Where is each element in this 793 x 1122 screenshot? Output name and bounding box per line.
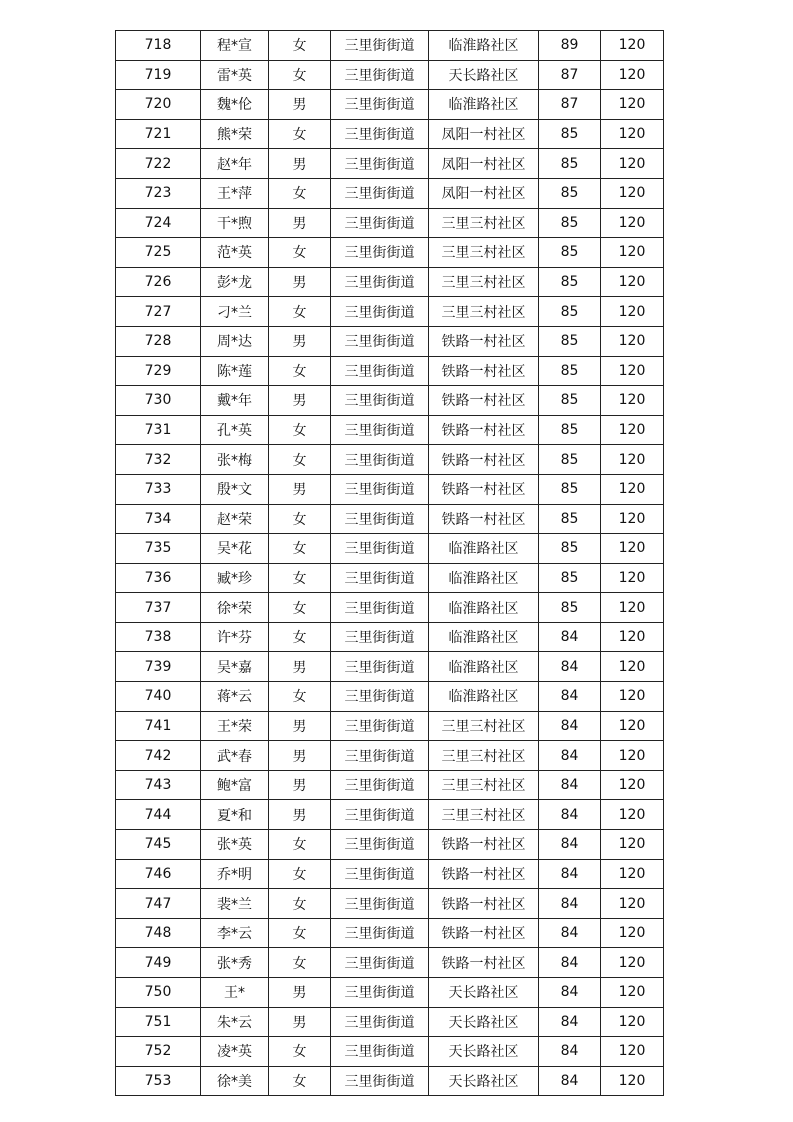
cell-amount: 120: [601, 267, 664, 297]
cell-community: 铁路一村社区: [429, 859, 539, 889]
cell-amount: 120: [601, 978, 664, 1008]
cell-gender: 女: [269, 31, 331, 61]
cell-street: 三里街街道: [331, 1066, 429, 1096]
cell-age: 84: [539, 859, 601, 889]
cell-name: 朱*云: [201, 1007, 269, 1037]
cell-name: 凌*英: [201, 1037, 269, 1067]
cell-age: 85: [539, 474, 601, 504]
cell-gender: 男: [269, 770, 331, 800]
cell-name: 鲍*富: [201, 770, 269, 800]
cell-community: 三里三村社区: [429, 741, 539, 771]
cell-gender: 男: [269, 1007, 331, 1037]
table-row: [116, 978, 664, 1008]
cell-age: 84: [539, 830, 601, 860]
cell-street: 三里街街道: [331, 60, 429, 90]
cell-amount: 120: [601, 859, 664, 889]
table-row: [116, 859, 664, 889]
cell-name: 魏*伦: [201, 90, 269, 120]
cell-amount: 120: [601, 563, 664, 593]
cell-row-number: 723: [116, 178, 201, 208]
cell-community: 天长路社区: [429, 978, 539, 1008]
cell-gender: 男: [269, 474, 331, 504]
cell-community: 铁路一村社区: [429, 326, 539, 356]
table-row: [116, 948, 664, 978]
table-row: [116, 652, 664, 682]
cell-name: 乔*明: [201, 859, 269, 889]
cell-amount: 120: [601, 60, 664, 90]
cell-gender: 男: [269, 711, 331, 741]
cell-street: 三里街街道: [331, 563, 429, 593]
table-row: [116, 1066, 664, 1096]
cell-gender: 女: [269, 948, 331, 978]
cell-gender: 男: [269, 90, 331, 120]
cell-row-number: 752: [116, 1037, 201, 1067]
cell-age: 84: [539, 741, 601, 771]
cell-age: 85: [539, 267, 601, 297]
table-row: [116, 90, 664, 120]
cell-amount: 120: [601, 1007, 664, 1037]
cell-amount: 120: [601, 889, 664, 919]
cell-age: 84: [539, 711, 601, 741]
cell-age: 85: [539, 445, 601, 475]
cell-community: 铁路一村社区: [429, 386, 539, 416]
cell-amount: 120: [601, 297, 664, 327]
cell-gender: 男: [269, 741, 331, 771]
table-row: [116, 149, 664, 179]
cell-community: 天长路社区: [429, 60, 539, 90]
cell-row-number: 721: [116, 119, 201, 149]
cell-age: 85: [539, 356, 601, 386]
cell-age: 84: [539, 918, 601, 948]
cell-name: 张*梅: [201, 445, 269, 475]
cell-row-number: 737: [116, 593, 201, 623]
cell-community: 铁路一村社区: [429, 504, 539, 534]
cell-amount: 120: [601, 800, 664, 830]
cell-gender: 男: [269, 386, 331, 416]
cell-gender: 男: [269, 978, 331, 1008]
cell-age: 84: [539, 1037, 601, 1067]
cell-amount: 120: [601, 1066, 664, 1096]
cell-row-number: 751: [116, 1007, 201, 1037]
table-row: [116, 504, 664, 534]
cell-gender: 女: [269, 1066, 331, 1096]
table-row: [116, 386, 664, 416]
cell-row-number: 744: [116, 800, 201, 830]
cell-street: 三里街街道: [331, 149, 429, 179]
cell-street: 三里街街道: [331, 356, 429, 386]
cell-community: 铁路一村社区: [429, 948, 539, 978]
cell-street: 三里街街道: [331, 31, 429, 61]
table-row: [116, 31, 664, 61]
table-row: [116, 445, 664, 475]
cell-community: 三里三村社区: [429, 770, 539, 800]
cell-street: 三里街街道: [331, 859, 429, 889]
cell-community: 三里三村社区: [429, 238, 539, 268]
cell-amount: 120: [601, 652, 664, 682]
cell-community: 临淮路社区: [429, 31, 539, 61]
cell-community: 临淮路社区: [429, 593, 539, 623]
cell-name: 雷*英: [201, 60, 269, 90]
table-body: [116, 31, 664, 1096]
cell-street: 三里街街道: [331, 948, 429, 978]
cell-street: 三里街街道: [331, 978, 429, 1008]
cell-name: 范*英: [201, 238, 269, 268]
cell-row-number: 734: [116, 504, 201, 534]
cell-name: 程*宣: [201, 31, 269, 61]
table-row: [116, 267, 664, 297]
cell-community: 凤阳一村社区: [429, 178, 539, 208]
cell-row-number: 727: [116, 297, 201, 327]
cell-row-number: 728: [116, 326, 201, 356]
cell-name: 吴*嘉: [201, 652, 269, 682]
cell-row-number: 725: [116, 238, 201, 268]
cell-street: 三里街街道: [331, 267, 429, 297]
cell-name: 孔*英: [201, 415, 269, 445]
cell-gender: 女: [269, 1037, 331, 1067]
cell-amount: 120: [601, 711, 664, 741]
cell-name: 李*云: [201, 918, 269, 948]
cell-row-number: 726: [116, 267, 201, 297]
cell-name: 裴*兰: [201, 889, 269, 919]
cell-name: 徐*美: [201, 1066, 269, 1096]
cell-gender: 女: [269, 178, 331, 208]
cell-name: 徐*荣: [201, 593, 269, 623]
cell-row-number: 722: [116, 149, 201, 179]
cell-row-number: 736: [116, 563, 201, 593]
table-row: [116, 60, 664, 90]
table-row: [116, 1007, 664, 1037]
cell-name: 蒋*云: [201, 682, 269, 712]
cell-gender: 女: [269, 297, 331, 327]
cell-gender: 女: [269, 415, 331, 445]
cell-name: 张*秀: [201, 948, 269, 978]
cell-gender: 男: [269, 326, 331, 356]
cell-street: 三里街街道: [331, 445, 429, 475]
cell-name: 周*达: [201, 326, 269, 356]
cell-row-number: 738: [116, 622, 201, 652]
cell-age: 84: [539, 1066, 601, 1096]
cell-amount: 120: [601, 534, 664, 564]
cell-row-number: 748: [116, 918, 201, 948]
cell-street: 三里街街道: [331, 741, 429, 771]
cell-amount: 120: [601, 386, 664, 416]
cell-gender: 女: [269, 238, 331, 268]
cell-age: 85: [539, 326, 601, 356]
table-row: [116, 711, 664, 741]
cell-name: 武*春: [201, 741, 269, 771]
table-row: [116, 297, 664, 327]
table-row: [116, 741, 664, 771]
cell-row-number: 742: [116, 741, 201, 771]
cell-amount: 120: [601, 326, 664, 356]
table-row: [116, 770, 664, 800]
cell-amount: 120: [601, 178, 664, 208]
cell-row-number: 747: [116, 889, 201, 919]
cell-gender: 女: [269, 119, 331, 149]
cell-gender: 男: [269, 800, 331, 830]
cell-age: 85: [539, 504, 601, 534]
cell-row-number: 745: [116, 830, 201, 860]
cell-gender: 女: [269, 593, 331, 623]
cell-row-number: 724: [116, 208, 201, 238]
cell-name: 刁*兰: [201, 297, 269, 327]
cell-age: 87: [539, 60, 601, 90]
cell-amount: 120: [601, 504, 664, 534]
cell-gender: 女: [269, 504, 331, 534]
cell-age: 84: [539, 652, 601, 682]
cell-amount: 120: [601, 415, 664, 445]
cell-community: 铁路一村社区: [429, 830, 539, 860]
cell-age: 84: [539, 770, 601, 800]
cell-community: 三里三村社区: [429, 297, 539, 327]
cell-street: 三里街街道: [331, 238, 429, 268]
cell-community: 天长路社区: [429, 1066, 539, 1096]
cell-gender: 女: [269, 534, 331, 564]
cell-name: 夏*和: [201, 800, 269, 830]
table-row: [116, 593, 664, 623]
table-row: [116, 415, 664, 445]
cell-gender: 女: [269, 889, 331, 919]
cell-community: 临淮路社区: [429, 90, 539, 120]
cell-row-number: 750: [116, 978, 201, 1008]
cell-gender: 女: [269, 60, 331, 90]
cell-amount: 120: [601, 741, 664, 771]
cell-age: 84: [539, 682, 601, 712]
cell-street: 三里街街道: [331, 593, 429, 623]
cell-name: 彭*龙: [201, 267, 269, 297]
cell-street: 三里街街道: [331, 682, 429, 712]
cell-gender: 男: [269, 208, 331, 238]
cell-street: 三里街街道: [331, 1037, 429, 1067]
cell-age: 85: [539, 386, 601, 416]
cell-community: 临淮路社区: [429, 563, 539, 593]
cell-amount: 120: [601, 622, 664, 652]
cell-gender: 女: [269, 918, 331, 948]
cell-name: 许*芬: [201, 622, 269, 652]
cell-age: 84: [539, 800, 601, 830]
cell-street: 三里街街道: [331, 652, 429, 682]
cell-age: 85: [539, 297, 601, 327]
cell-community: 三里三村社区: [429, 208, 539, 238]
cell-street: 三里街街道: [331, 800, 429, 830]
cell-age: 85: [539, 563, 601, 593]
cell-age: 85: [539, 415, 601, 445]
cell-gender: 女: [269, 682, 331, 712]
table-row: [116, 682, 664, 712]
cell-gender: 女: [269, 859, 331, 889]
cell-street: 三里街街道: [331, 297, 429, 327]
cell-community: 临淮路社区: [429, 652, 539, 682]
cell-name: 赵*荣: [201, 504, 269, 534]
cell-street: 三里街街道: [331, 208, 429, 238]
cell-community: 临淮路社区: [429, 534, 539, 564]
cell-community: 凤阳一村社区: [429, 149, 539, 179]
table-row: [116, 356, 664, 386]
cell-name: 干*煦: [201, 208, 269, 238]
roster-table: [115, 30, 664, 1096]
cell-name: 赵*年: [201, 149, 269, 179]
cell-amount: 120: [601, 918, 664, 948]
cell-row-number: 730: [116, 386, 201, 416]
table-row: [116, 238, 664, 268]
cell-street: 三里街街道: [331, 504, 429, 534]
cell-row-number: 719: [116, 60, 201, 90]
cell-row-number: 729: [116, 356, 201, 386]
table-row: [116, 474, 664, 504]
cell-street: 三里街街道: [331, 415, 429, 445]
cell-amount: 120: [601, 119, 664, 149]
cell-street: 三里街街道: [331, 326, 429, 356]
cell-amount: 120: [601, 948, 664, 978]
cell-name: 殷*文: [201, 474, 269, 504]
cell-gender: 女: [269, 445, 331, 475]
cell-gender: 男: [269, 149, 331, 179]
cell-row-number: 720: [116, 90, 201, 120]
cell-name: 陈*莲: [201, 356, 269, 386]
cell-street: 三里街街道: [331, 918, 429, 948]
cell-amount: 120: [601, 238, 664, 268]
cell-community: 临淮路社区: [429, 682, 539, 712]
cell-row-number: 746: [116, 859, 201, 889]
cell-street: 三里街街道: [331, 770, 429, 800]
cell-age: 87: [539, 90, 601, 120]
cell-community: 三里三村社区: [429, 267, 539, 297]
cell-name: 熊*荣: [201, 119, 269, 149]
cell-name: 臧*珍: [201, 563, 269, 593]
cell-amount: 120: [601, 474, 664, 504]
cell-street: 三里街街道: [331, 90, 429, 120]
cell-amount: 120: [601, 1037, 664, 1067]
cell-age: 85: [539, 238, 601, 268]
cell-row-number: 739: [116, 652, 201, 682]
table-row: [116, 208, 664, 238]
cell-community: 铁路一村社区: [429, 474, 539, 504]
cell-street: 三里街街道: [331, 830, 429, 860]
cell-row-number: 753: [116, 1066, 201, 1096]
cell-street: 三里街街道: [331, 534, 429, 564]
cell-amount: 120: [601, 31, 664, 61]
cell-amount: 120: [601, 149, 664, 179]
cell-age: 84: [539, 889, 601, 919]
cell-gender: 女: [269, 356, 331, 386]
cell-row-number: 732: [116, 445, 201, 475]
cell-row-number: 741: [116, 711, 201, 741]
cell-community: 临淮路社区: [429, 622, 539, 652]
cell-age: 85: [539, 149, 601, 179]
cell-name: 王*: [201, 978, 269, 1008]
cell-street: 三里街街道: [331, 386, 429, 416]
table-row: [116, 563, 664, 593]
cell-amount: 120: [601, 830, 664, 860]
cell-row-number: 733: [116, 474, 201, 504]
cell-community: 铁路一村社区: [429, 445, 539, 475]
cell-age: 85: [539, 593, 601, 623]
cell-amount: 120: [601, 208, 664, 238]
cell-name: 张*英: [201, 830, 269, 860]
cell-row-number: 718: [116, 31, 201, 61]
cell-street: 三里街街道: [331, 474, 429, 504]
cell-amount: 120: [601, 682, 664, 712]
cell-name: 王*萍: [201, 178, 269, 208]
cell-gender: 女: [269, 830, 331, 860]
cell-amount: 120: [601, 770, 664, 800]
cell-gender: 男: [269, 652, 331, 682]
cell-street: 三里街街道: [331, 119, 429, 149]
cell-street: 三里街街道: [331, 1007, 429, 1037]
cell-gender: 女: [269, 622, 331, 652]
table-row: [116, 800, 664, 830]
cell-age: 85: [539, 119, 601, 149]
cell-age: 84: [539, 948, 601, 978]
cell-amount: 120: [601, 593, 664, 623]
cell-age: 89: [539, 31, 601, 61]
table-row: [116, 326, 664, 356]
table-row: [116, 830, 664, 860]
cell-row-number: 743: [116, 770, 201, 800]
cell-gender: 女: [269, 563, 331, 593]
cell-age: 85: [539, 178, 601, 208]
cell-street: 三里街街道: [331, 622, 429, 652]
cell-community: 三里三村社区: [429, 800, 539, 830]
cell-amount: 120: [601, 445, 664, 475]
cell-community: 凤阳一村社区: [429, 119, 539, 149]
cell-community: 铁路一村社区: [429, 889, 539, 919]
cell-street: 三里街街道: [331, 711, 429, 741]
cell-community: 三里三村社区: [429, 711, 539, 741]
cell-gender: 男: [269, 267, 331, 297]
cell-name: 王*荣: [201, 711, 269, 741]
cell-row-number: 740: [116, 682, 201, 712]
cell-age: 85: [539, 208, 601, 238]
table-row: [116, 1037, 664, 1067]
cell-street: 三里街街道: [331, 889, 429, 919]
cell-community: 天长路社区: [429, 1007, 539, 1037]
cell-row-number: 735: [116, 534, 201, 564]
table-row: [116, 534, 664, 564]
table-row: [116, 178, 664, 208]
cell-name: 戴*年: [201, 386, 269, 416]
table-row: [116, 119, 664, 149]
cell-community: 天长路社区: [429, 1037, 539, 1067]
cell-row-number: 731: [116, 415, 201, 445]
cell-community: 铁路一村社区: [429, 356, 539, 386]
table-row: [116, 918, 664, 948]
cell-street: 三里街街道: [331, 178, 429, 208]
cell-community: 铁路一村社区: [429, 918, 539, 948]
cell-amount: 120: [601, 90, 664, 120]
cell-age: 85: [539, 534, 601, 564]
table-row: [116, 889, 664, 919]
cell-age: 84: [539, 622, 601, 652]
cell-age: 84: [539, 1007, 601, 1037]
cell-community: 铁路一村社区: [429, 415, 539, 445]
cell-age: 84: [539, 978, 601, 1008]
table-row: [116, 622, 664, 652]
cell-name: 吴*花: [201, 534, 269, 564]
cell-amount: 120: [601, 356, 664, 386]
cell-row-number: 749: [116, 948, 201, 978]
